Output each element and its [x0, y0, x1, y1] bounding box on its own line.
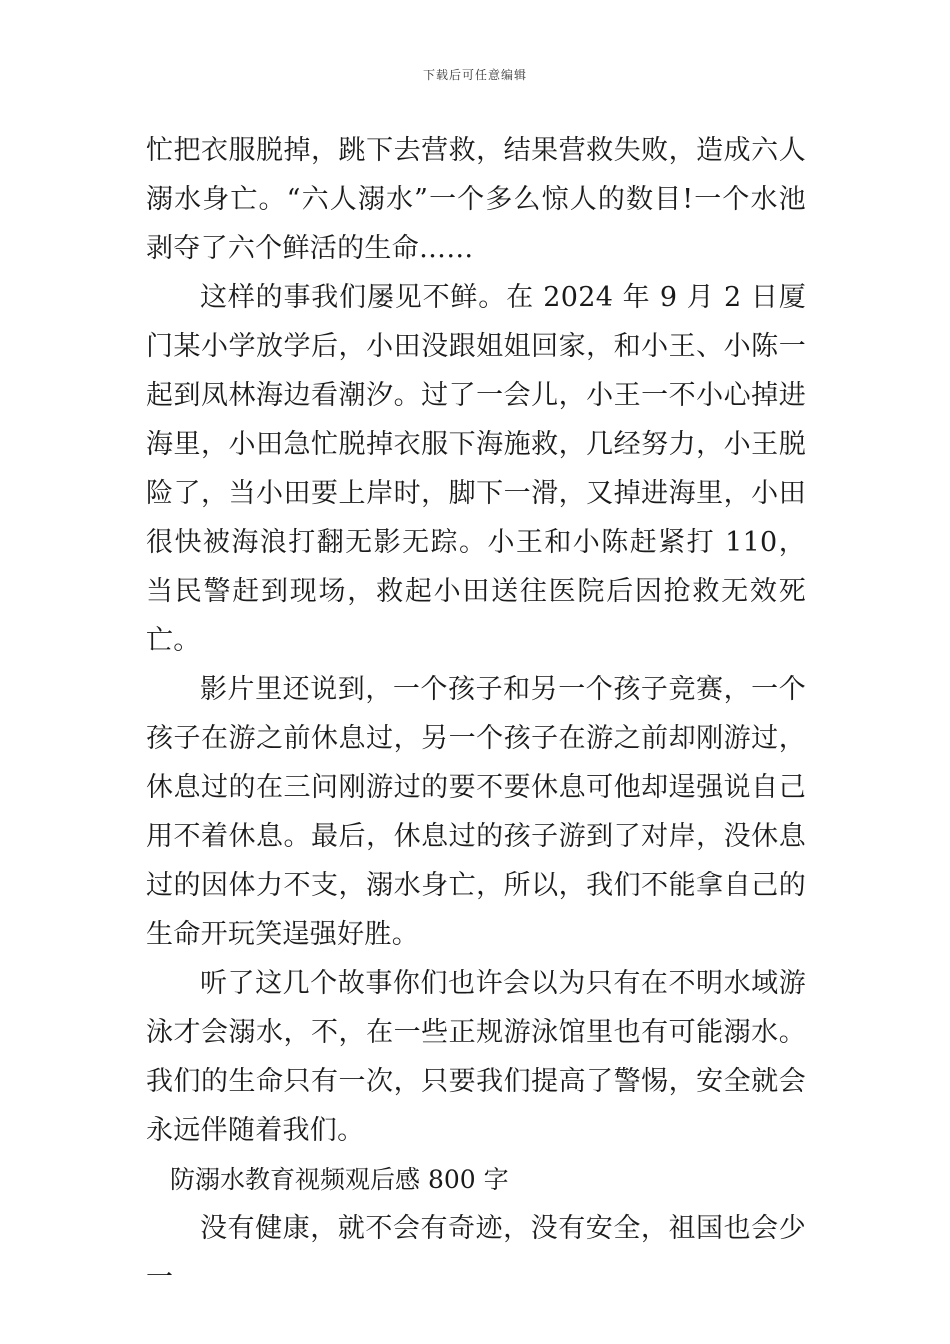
- paragraph-final: 没有健康，就不会有奇迹，没有安全，祖国也会少一: [146, 1213, 806, 1293]
- paragraph-safety-reminder: 听了这几个故事你们也许会以为只有在不明水域游泳才会溺水，不，在一些正规游泳馆里也有可能溺水。我们的生命只有一次，只要我们提高了警惕，安全就会永远伴随着我们。: [146, 968, 806, 1146]
- document-body: [146, 126, 806, 1302]
- page-header-note: 下载后可任意编辑: [422, 68, 527, 82]
- section-subtitle: 防溺水教育视频观后感 800 字: [170, 1165, 509, 1194]
- paragraph-continuation: 忙把衣服脱掉，跳下去营救，结果营救失败，造成六人溺水身亡。“六人溺水”一个多么惊人的数目!一个水池剥夺了六个鲜活的生命……: [146, 135, 806, 264]
- paragraph-xiamen-story: 这样的事我们屡见不鲜。在 2024 年 9 月 2 日厦门某小学放学后，小田没跟姐姐回家，和小王、小陈一起到凤林海边看潮汐。过了一会儿，小王一不小心掉进海里，小田急忙脱掉衣服下海施救，几经努力，小王脱险了，当小田要上岸时，脚下一滑，又掉进海里，小田很快被海浪打翻无影无踪。小王和小陈赶紧打 110，当民警赶到现场，救起小田送往医院后因抢救无效死亡。: [146, 282, 806, 656]
- paragraph-race-story: 影片里还说到，一个孩子和另一个孩子竞赛，一个孩子在游之前休息过，另一个孩子在游之前却刚游过，休息过的在三问刚游过的要不要休息可他却逞强说自己用不着休息。最后，休息过的孩子游到了对岸，没休息过的因体力不支，溺水身亡，所以，我们不能拿自己的生命开玩笑逞强好胜。: [146, 674, 806, 950]
